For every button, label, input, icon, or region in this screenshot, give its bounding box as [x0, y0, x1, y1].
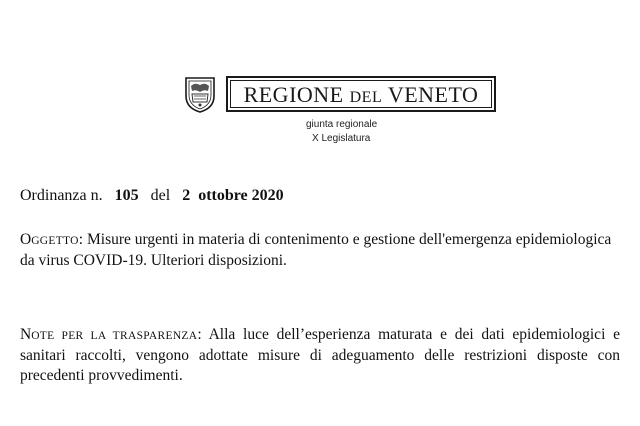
ordinanza-label: Ordinanza n. [20, 187, 103, 204]
note-text: Alla luce dell’esperienza maturata e dei dati epidemiologici e sanitari raccolti, vengono adottate misure di adeguamento delle restrizioni disposte con precedenti provvedimenti. [20, 326, 620, 384]
ordinanza-day: 2 [182, 187, 191, 204]
logo-word-del: DEL [349, 89, 383, 106]
ordinanza-number: 105 [114, 187, 139, 204]
legislatura-subtitle: X Legislatura [312, 133, 371, 144]
ordinanza-del: del [150, 187, 171, 204]
oggetto-label: OGGETTO: [20, 231, 84, 248]
logo-frame [226, 76, 496, 112]
ordinanza-month-year: ottobre 2020 [198, 187, 284, 204]
note-label: NOTE PER LA TRASPARENZA: [20, 326, 202, 343]
logo-wordmark [228, 82, 494, 108]
logo-word-veneto: VENETO [387, 82, 479, 107]
oggetto-text: Misure urgenti in materia di contenimento e gestione dell'emergenza epidemiologica da virus COVID-19. Ulteriori disposizioni. [20, 231, 612, 269]
ordinanza-line [20, 187, 284, 205]
note-paragraph [20, 325, 620, 386]
giunta-subtitle: giunta regionale [306, 119, 378, 130]
oggetto-paragraph [20, 230, 620, 271]
letterhead [180, 72, 500, 120]
regional-crest-icon [180, 74, 220, 114]
logo-word-regione: REGIONE [243, 82, 344, 107]
